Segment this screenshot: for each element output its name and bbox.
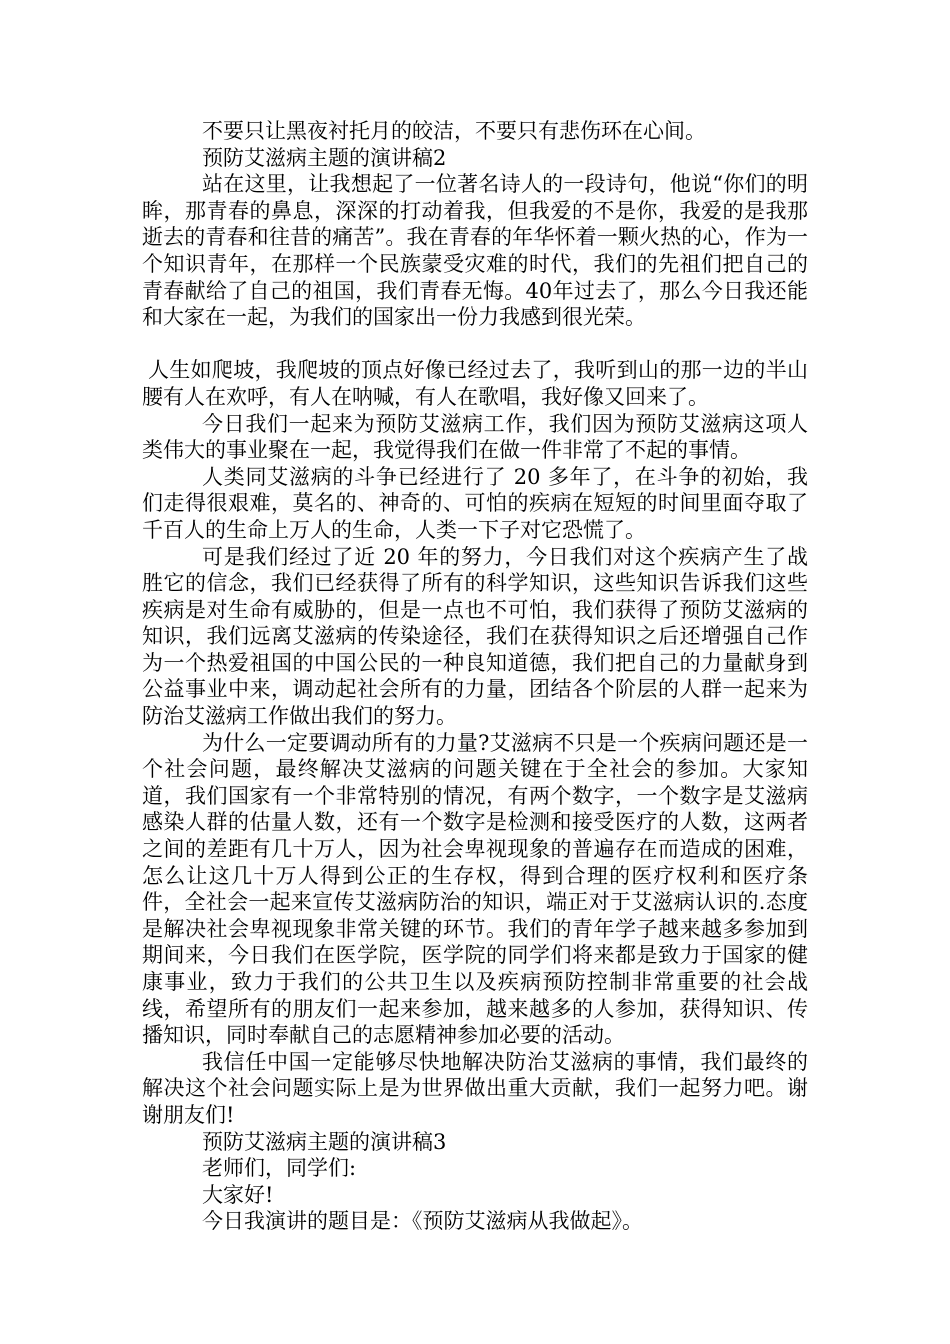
paragraph-belief-thanks: 我信任中国一定能够尽快地解决防治艾滋病的事情，我们最终的解决这个社会问题实际上是为世界做出重大贡献，我们一起努力吧。谢谢朋友们!	[142, 1049, 808, 1127]
speech-2-heading: 预防艾滋病主题的演讲稿2	[202, 145, 447, 170]
paragraph-gap	[142, 331, 808, 358]
paragraph-social-problem: 为什么一定要调动所有的力量?艾滋病不只是一个疾病问题还是一个社会问题，最终解决艾滋病的问题关键在于全社会的参加。大家知道，我们国家有一个非常特别的情况，有两个数字，一个数字是艾滋病感染人群的估量人数，还有一个数字是检测和接受医疗的人数，这两者之间的差距有几十万人，因为社会卑视现象的普遍存在而造成的困难，怎么让这几十万人得到公正的生存权，得到合理的医疗权利和医疗条件，全社会一起来宣传艾滋病防治的知识，端正对于艾滋病认识的.态度是解决社会卑视现象非常关键的环节。我们的青年学子越来越多参加到期间来，今日我们在医学院，医学院的同学们将来都是致力于国家的健康事业，致力于我们的公共卫生以及疾病预防控制非常重要的社会战线，希望所有的朋友们一起来参加，越来越多的人参加，获得知识、传播知识，同时奉献自己的志愿精神参加必要的活动。	[142, 730, 808, 1048]
paragraph-struggle-history: 人类同艾滋病的斗争已经进行了 20 多年了，在斗争的初始，我们走得很艰难，莫名的、神奇的、可怕的疾病在短短的时间里面夺取了千百人的生命上万人的生命，人类一下子对它恐慌了。	[142, 464, 808, 542]
speech-topic-line: 今日我演讲的题目是：《预防艾滋病从我做起》。	[202, 1209, 643, 1234]
salutation: 老师们，同学们:	[202, 1156, 357, 1181]
speech-3-heading: 预防艾滋病主题的演讲稿3	[202, 1129, 447, 1154]
greeting: 大家好!	[202, 1182, 274, 1207]
paragraph-prevention-work: 今日我们一起来为预防艾滋病工作，我们因为预防艾滋病这项人类伟大的事业聚在一起，我觉得我们在做一件非常了不起的事情。	[142, 411, 808, 463]
paragraph-closing-line: 不要只让黑夜衬托月的皎洁，不要只有悲伤环在心间。	[202, 119, 706, 143]
paragraph-climbing-slope: 人生如爬坡，我爬坡的顶点好像已经过去了，我听到山的那一边的半山腰有人在欢呼，有人在呐喊，有人在歌唱，我好像又回来了。	[142, 358, 808, 409]
document-body	[142, 118, 808, 1235]
paragraph-twenty-years-effort: 可是我们经过了近 20 年的努力，今日我们对这个疾病产生了战胜它的信念，我们已经获得了所有的科学知识，这些知识告诉我们这些疾病是对生命有威胁的，但是一点也不可怕，我们获得了预防艾滋病的知识，我们远离艾滋病的传染途径，我们在获得知识之后还增强自己作为一个热爱祖国的中国公民的一种良知道德，我们把自己的力量献身到公益事业中来，调动起社会所有的力量，团结各个阶层的人群一起来为防治艾滋病工作做出我们的努力。	[142, 544, 808, 729]
paragraph-poem-memory: 站在这里，让我想起了一位著名诗人的一段诗句，他说“你们的明眸，那青春的鼻息，深深的打动着我，但我爱的不是你，我爱的是我那逝去的青春和往昔的痛苦”。我在青春的年华怀着一颗火热的心，作为一个知识青年，在那样一个民族蒙受灾难的时代，我们的先祖们把自己的青春献给了自己的祖国，我们青春无悔。40年过去了，那么今日我还能和大家在一起，为我们的国家出一份力我感到很光荣。	[142, 172, 808, 330]
